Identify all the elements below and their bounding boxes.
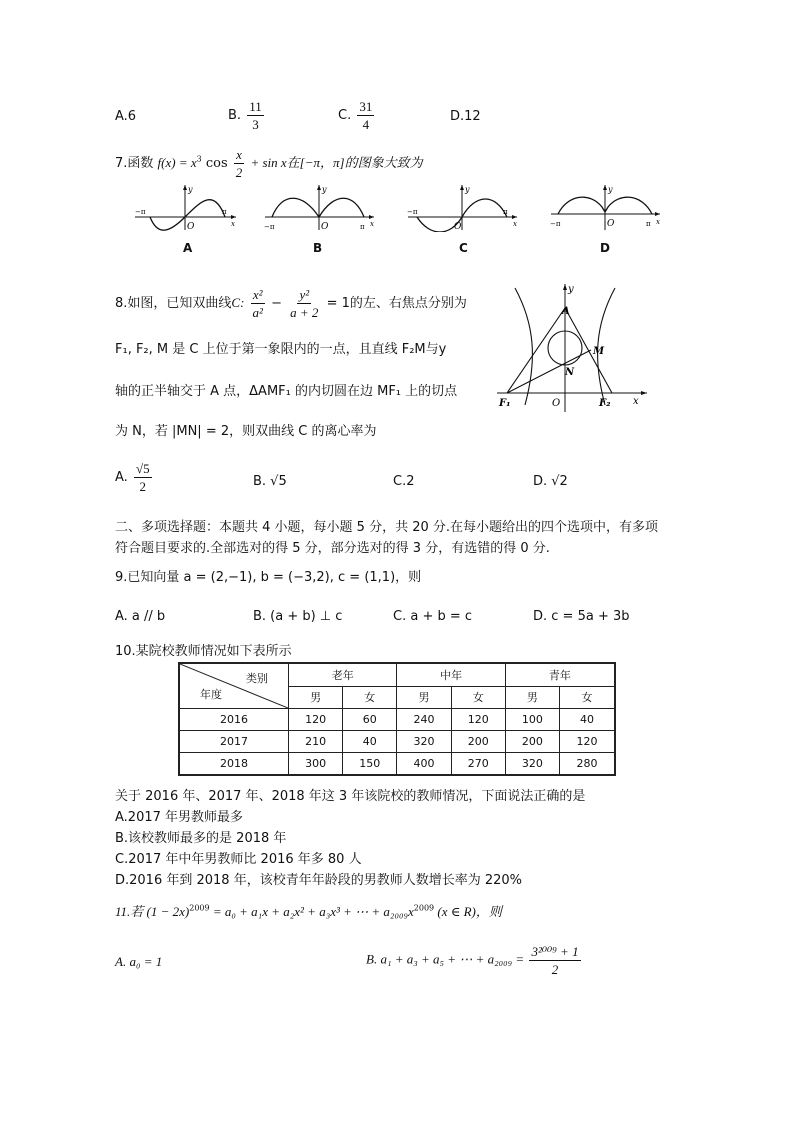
q7-cos: cos: [205, 156, 228, 171]
q8-frac2-num: y²: [299, 287, 310, 302]
q8-line-3: 轴的正半轴交于 A 点，ΔAMF₁ 的内切圆在边 MF₁ 上的切点: [115, 384, 458, 399]
table-gender-header: 男: [505, 686, 559, 709]
q8-frac-2: [288, 286, 320, 321]
q8-option-a: [115, 460, 154, 495]
table-year-cell: 2017: [179, 731, 289, 753]
q7-graph-c: [405, 182, 520, 232]
q11-option-b-lhs: B. a₁ + a₃ + a₅ + ⋯ + a₂₀₀₉ =: [366, 951, 525, 967]
table-cell: 210: [289, 731, 343, 753]
q7-graph-c-neg: −π: [407, 208, 418, 216]
q6-option-b-fraction: [247, 98, 264, 133]
q8-fig-n: N: [565, 367, 575, 378]
q8-line-1: [115, 286, 467, 321]
table-gender-header: 女: [560, 686, 615, 709]
q8-opt-a-num: √5: [135, 461, 150, 476]
q11-stem: [115, 901, 502, 920]
q8-fig-o: O: [552, 398, 561, 409]
q8-option-b: B. √5: [253, 474, 287, 489]
q8-line1-suffix: = 1的左、右焦点分别为: [326, 296, 467, 311]
q8-fig-m: M: [593, 346, 605, 357]
q7-graph-b: [262, 182, 377, 232]
q8-option-a-label: A.: [115, 470, 128, 485]
table-cell: 320: [505, 753, 559, 776]
q6-b-den: 3: [252, 117, 259, 132]
q8-fig-y: y: [568, 284, 574, 295]
q7-frac-den: 2: [235, 165, 243, 180]
q11-option-a: A. a₀ = 1: [115, 954, 163, 969]
q7-graph-d-y: y: [608, 185, 613, 194]
q6-c-den: 4: [362, 117, 370, 132]
q7-label-b: B: [313, 241, 323, 255]
q7-fraction: [234, 146, 245, 181]
q6-option-d: D.12: [450, 109, 481, 124]
q7-graph-a: [130, 182, 240, 232]
q6-option-c-label: C.: [338, 108, 352, 123]
q7-graph-d-neg: −π: [550, 220, 561, 228]
q8-opt-a-den: 2: [139, 479, 146, 494]
q6-c-num: 31: [359, 99, 373, 114]
q11-exp-1: 2009: [189, 903, 210, 913]
q9-option-d: D. c = 5a + 3b: [533, 609, 630, 624]
q11-option-b-fraction: [529, 943, 580, 978]
table-group-old: 老年: [289, 663, 397, 686]
q7-label-c: C: [459, 241, 468, 255]
q8-hyperbola-figure: [495, 280, 655, 415]
q8-frac-1: [251, 286, 265, 321]
table-cell: 40: [560, 709, 615, 731]
q8-line-4: 为 N，若 |MN| = 2，则双曲线 C 的离心率为: [115, 424, 377, 439]
q7-graph-b-y: y: [322, 185, 327, 194]
q7-exponent: 3: [196, 154, 202, 164]
q7-graph-b-pos: π: [360, 223, 365, 231]
q6-option-c: [338, 98, 376, 133]
q6-option-b-label: B.: [228, 108, 242, 123]
table-year-cell: 2016: [179, 709, 289, 731]
q7-label-d: D: [600, 241, 610, 255]
q6-option-c-fraction: [357, 98, 374, 133]
q8-line-2: F₁, F₂, M 是 C 上位于第一象限内的一点，且直线 F₂M与y: [115, 342, 447, 357]
q9-option-c: C. a + b = c: [393, 609, 473, 624]
q8-frac1-den: a²: [252, 305, 263, 320]
q7-graph-c-pos: π: [503, 208, 508, 216]
q6-option-a: A.6: [115, 109, 137, 124]
table-group-middle: 中年: [397, 663, 505, 686]
q7-formula-b: + sin x在[−π，π]的图象大致为: [250, 155, 423, 170]
q7-graph-c-y: y: [465, 185, 470, 194]
q8-line1-prefix: 8.如图，已知双曲线: [115, 296, 232, 311]
q7-graph-a-neg: −π: [135, 208, 146, 216]
q7-graph-b-origin: O: [321, 222, 329, 232]
q7-graph-d-pos: π: [646, 220, 651, 228]
table-cell: 240: [397, 709, 451, 731]
table-cell: 400: [397, 753, 451, 776]
q8-frac2-den: a + 2: [290, 305, 319, 320]
q8-option-d: D. √2: [533, 474, 568, 489]
table-gender-header: 女: [451, 686, 505, 709]
section2-line-2: 符合题目要求的.全部选对的得 5 分，部分选对的得 3 分，有选错的得 0 分.: [115, 541, 550, 556]
q7-label-a: A: [183, 241, 193, 255]
q8-frac1-num: x²: [252, 287, 263, 302]
q11-opt-b-num: 3²⁰⁰⁹ + 1: [531, 944, 579, 959]
table-year-cell: 2018: [179, 753, 289, 776]
q7-prefix: 7.函数: [115, 156, 154, 171]
table-cell: 120: [289, 709, 343, 731]
q10-option-d: D.2016 年到 2018 年，该校青年年龄段的男教师人数增长率为 220%: [115, 873, 523, 888]
q9-stem: 9.已知向量 a = (2,−1), b = (−3,2), c = (1,1)，则: [115, 570, 422, 585]
q11-stem-b: = a₀ + a₁x + a₂x² + a₃x³ + ⋯ + a₂₀₀₉x: [209, 904, 414, 919]
q9-option-b: B. (a + b) ⊥ c: [253, 609, 343, 624]
q7-graph-d-x: x: [656, 218, 660, 226]
q7-formula-a: f(x) = x: [157, 155, 197, 170]
q8-fig-a: A: [562, 306, 570, 317]
q7-graph-b-x: x: [370, 220, 374, 228]
q9-option-a: A. a // b: [115, 609, 166, 624]
table-corner-cell: [179, 663, 289, 709]
table-cell: 40: [343, 731, 397, 753]
q8-fig-x: x: [633, 396, 639, 407]
q7-stem: [115, 146, 423, 181]
table-row: [179, 753, 615, 776]
table-group-young: 青年: [505, 663, 615, 686]
q11-exp-2: 2009: [413, 903, 435, 913]
q6-option-b: [228, 98, 266, 133]
q6-b-num: 11: [249, 99, 262, 114]
table-row: [179, 709, 615, 731]
q7-graph-d-origin: O: [607, 219, 615, 229]
q7-graph-a-x: x: [231, 220, 235, 228]
section2-line-1: 二、多项选择题：本题共 4 小题，每小题 5 分，共 20 分.在每小题给出的四个选项中，有多项: [115, 520, 659, 535]
table-cell: 270: [451, 753, 505, 776]
q8-fig-f1: F₁: [499, 398, 511, 409]
table-cell: 60: [343, 709, 397, 731]
table-gender-header: 女: [343, 686, 397, 709]
q10-teacher-table: [178, 662, 616, 776]
q10-question: 关于 2016 年、2017 年、2018 年这 3 年该院校的教师情况，下面说法正确的是: [115, 789, 586, 804]
q7-graph-a-origin: O: [187, 222, 195, 232]
q10-option-c: C.2017 年中年男教师比 2016 年多 80 人: [115, 852, 362, 867]
table-cell: 200: [505, 731, 559, 753]
q8-option-a-fraction: [134, 460, 152, 495]
q10-option-b: B.该校教师最多的是 2018 年: [115, 831, 287, 846]
q11-option-b: [366, 943, 583, 978]
table-gender-header: 男: [397, 686, 451, 709]
table-cell: 300: [289, 753, 343, 776]
table-cell: 120: [560, 731, 615, 753]
table-corner-category: 类别: [246, 672, 268, 685]
table-corner-diagonal: [180, 664, 288, 708]
q8-minus: −: [271, 296, 282, 311]
q8-option-c: C.2: [393, 474, 415, 489]
table-row: [179, 731, 615, 753]
q7-graph-b-neg: −π: [264, 223, 275, 231]
table-cell: 320: [397, 731, 451, 753]
q11-stem-c: (x ∈ R)，则: [434, 904, 502, 919]
table-cell: 150: [343, 753, 397, 776]
table-cell: 100: [505, 709, 559, 731]
table-cell: 280: [560, 753, 615, 776]
q7-frac-num: x: [236, 147, 242, 162]
q7-graph-a-pos: π: [222, 208, 227, 216]
q8-curve-name: C:: [231, 295, 245, 310]
q7-graph-c-origin: O: [454, 222, 462, 232]
q10-stem: 10.某院校教师情况如下表所示: [115, 644, 292, 659]
q11-opt-b-den: 2: [551, 962, 559, 977]
table-cell: 120: [451, 709, 505, 731]
q7-graph-d: [548, 182, 663, 232]
q7-graph-a-y: y: [188, 185, 193, 194]
q11-stem-a: 11.若 (1 − 2x): [115, 904, 190, 919]
table-gender-header: 男: [289, 686, 343, 709]
table-corner-year: 年度: [200, 688, 222, 701]
q10-option-a: A.2017 年男教师最多: [115, 810, 244, 825]
q8-fig-f2: F₂: [599, 398, 611, 409]
table-cell: 200: [451, 731, 505, 753]
q7-graph-c-x: x: [513, 220, 517, 228]
